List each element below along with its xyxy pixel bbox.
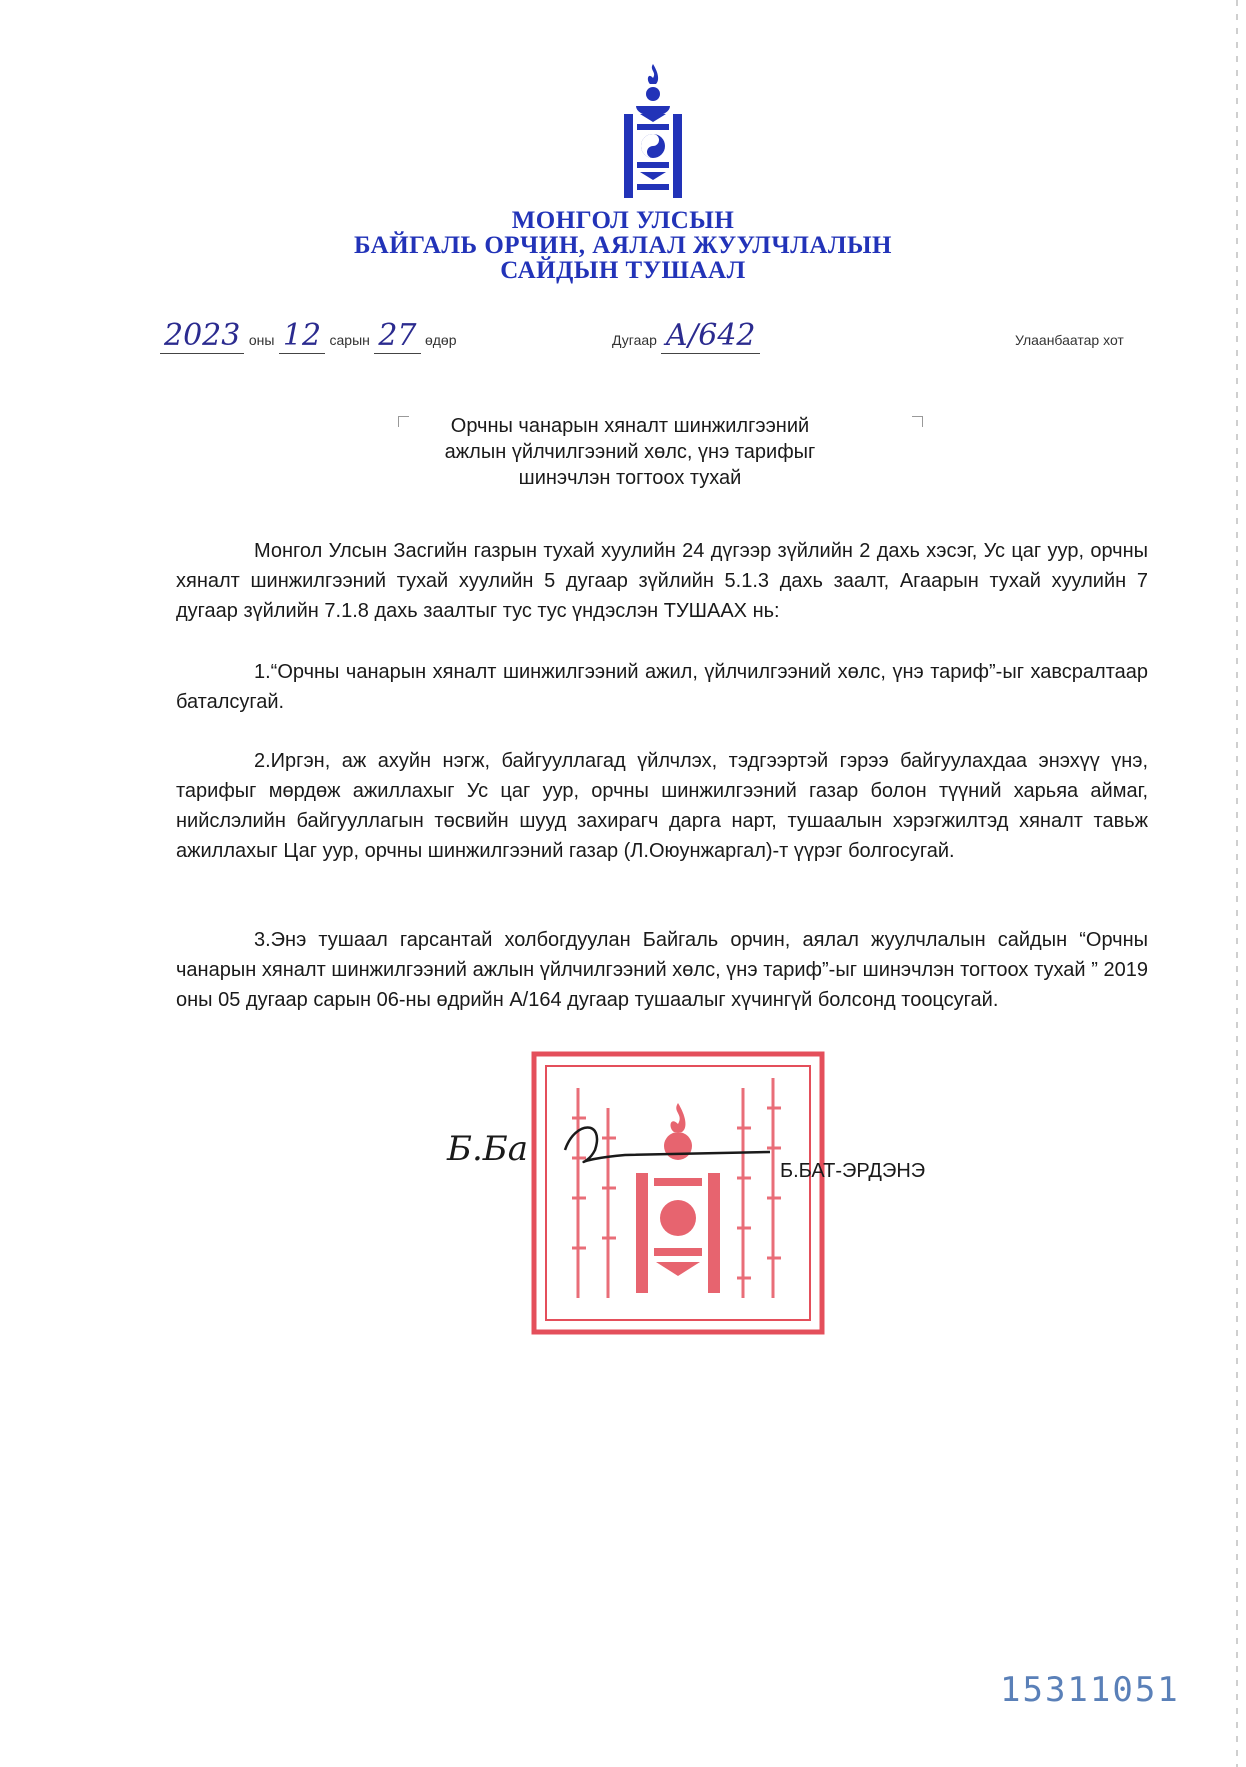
document-header	[0, 208, 1246, 283]
header-ministry: БАЙГАЛЬ ОРЧИН, АЯЛАЛ ЖУУЛЧЛАЛЫН	[353, 232, 892, 259]
order-day: 27	[374, 318, 420, 354]
order-preamble: Монгол Улсын Засгийн газрын тухай хуулийн 24 дүгээр зүйлийн 2 дахь хэсэг, Ус цаг уур, орчны хяналт шинжилгээний тухай хуулийн 5 дугаар зүйлийн 5.1.3 дахь заалт, Агаарын тухай хуулийн 7 дугаар зүйлийн 7.1.8 дахь заалтыг тус тус үндэслэн ТУШААХ нь:	[176, 540, 1148, 622]
signer-name: Б.БАТ-ЭРДЭНЭ	[780, 1160, 926, 1182]
header-country: МОНГОЛ УЛСЫН	[511, 207, 735, 234]
order-number-label: Дугаар	[612, 332, 657, 348]
order-number	[612, 318, 760, 354]
soyombo-emblem	[622, 62, 684, 200]
order-item-1: 1.“Орчны чанарын хяналт шинжилгээний ажил, үйлчилгээний хөлс, үнэ тариф”-ыг хавсралтаар баталсугай.	[176, 661, 1148, 713]
order-city: Улаанбаатар хот	[1015, 332, 1124, 348]
order-subject	[400, 413, 860, 491]
subject-bracket-right	[912, 416, 923, 427]
order-year-suffix: оны	[248, 332, 275, 348]
signature-initials: Б.Ба	[447, 1129, 529, 1169]
order-date	[160, 318, 457, 354]
order-item-3: 3.Энэ тушаал гарсантай холбогдуулан Байгаль орчин, аялал жуулчлалын сайдын “Орчны чанарын хяналт шинжилгээний ажлын үйлчилгээний хөлс, үнэ тариф”-ыг шинэчлэн тогтоох тухай ” 2019 оны 05 дугаар сарын 06-ны өдрийн А/164 дугаар тушаалыг хүчингүй болсонд тооцсугай.	[176, 929, 1148, 1011]
header-order-title: САЙДЫН ТУШААЛ	[500, 257, 746, 284]
order-year: 2023	[160, 318, 244, 354]
order-number-value: А/642	[661, 318, 759, 354]
order-month-suffix: сарын	[329, 332, 370, 348]
subject-line: ажлын үйлчилгээний хөлс, үнэ тарифыг	[444, 441, 816, 463]
subject-line: Орчны чанарын хяналт шинжилгээний	[450, 415, 810, 437]
order-month: 12	[279, 318, 325, 354]
order-item-2: 2.Иргэн, аж ахуйн нэгж, байгууллагад үйлчлэх, тэдгээртэй гэрээ байгуулахдаа энэхүү үнэ, тарифыг мөрдөж ажиллахыг Ус цаг уур, орчны шинжилгээний газар болон түүний харьяа аймаг, нийслэлийн байгууллагын төсвийн шууд захирагч дарга нарт, тушаалын хэрэгжилтэд хяналт тавьж ажиллахыг Цаг уур, орчны шинжилгээний газар (Л.Оюунжаргал)-т үүрэг болгосугай.	[176, 750, 1148, 862]
handwritten-signature	[445, 1110, 775, 1180]
subject-line: шинэчлэн тогтоох тухай	[518, 467, 742, 489]
document-serial-number: 15311051	[1000, 1670, 1180, 1710]
order-day-suffix: өдөр	[424, 332, 457, 348]
official-seal	[528, 1048, 828, 1338]
